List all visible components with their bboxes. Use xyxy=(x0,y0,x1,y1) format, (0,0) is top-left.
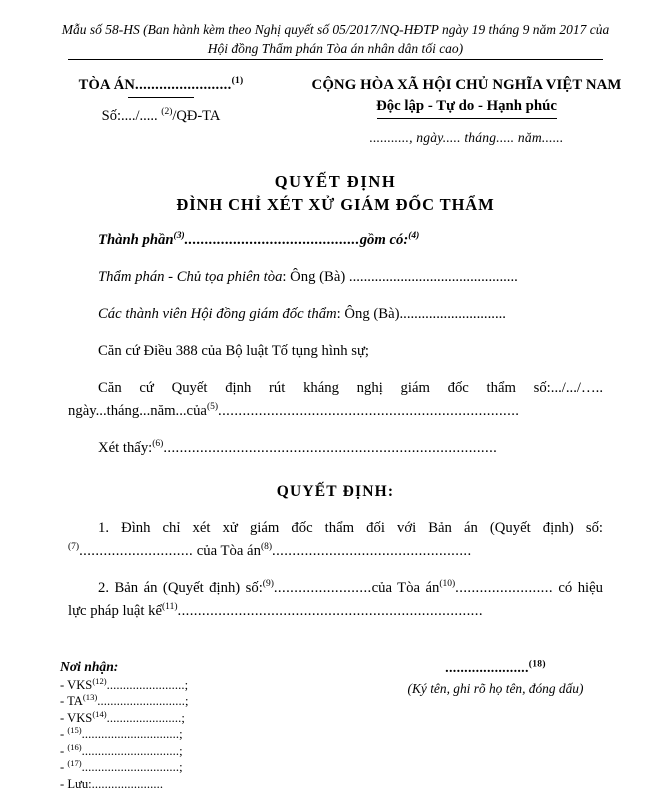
recipient-label: - VKS xyxy=(60,678,92,692)
decision-item-2-prefix: 2. Bản án (Quyết định) số: xyxy=(98,580,263,596)
composition-fill-dots: ........................................... xyxy=(185,232,360,248)
header-divider-rule xyxy=(68,59,603,60)
panel-members-value: : Ông (Bà)............................. xyxy=(337,306,506,322)
decision-title-subtitle: ĐÌNH CHỈ XÉT XỬ GIÁM ĐỐC THẨM xyxy=(0,195,671,215)
recipient-fill-dots: ....................... xyxy=(107,711,182,725)
decision-item-2-tail: có xyxy=(553,580,572,596)
signature-fill-dots: ...................... xyxy=(445,661,529,676)
decision-item-2-fill-dots-c: ........................................................................... xyxy=(178,603,483,619)
form-note-line2: Hội đồng Thẩm phán Tòa án nhân dân tối cao) xyxy=(42,39,629,58)
court-footnote-marker: (1) xyxy=(232,76,244,86)
recipient-footnote-marker: (16) xyxy=(67,741,81,751)
motto-underline-rule xyxy=(377,118,557,119)
recipient-row-6 xyxy=(60,759,360,776)
recipient-row-2 xyxy=(60,693,360,710)
national-title: CỘNG HÒA XÃ HỘI CHỦ NGHĨA VIỆT NAM xyxy=(292,77,641,94)
decision-item-2-fill-dots-a: ........................ xyxy=(274,580,372,596)
recipient-label: - Lưu: xyxy=(60,777,92,791)
presiding-judge-value: : Ông (Bà) .............................................. xyxy=(282,269,517,285)
withdrawal-basis-date: ngày...tháng...năm...của xyxy=(68,403,207,419)
signature-caption: (Ký tên, ghi rõ họ tên, đóng dấu) xyxy=(360,681,631,697)
recipient-terminator: ; xyxy=(179,760,183,774)
signature-name-line xyxy=(360,661,631,677)
consideration-line xyxy=(68,437,603,460)
signature-footnote-marker: (18) xyxy=(529,659,546,669)
form-note-line1: Mẫu số 58-HS (Ban hành kèm theo Nghị quyết số 05/2017/NQ-HĐTP ngày 19 tháng 9 năm 2017 của xyxy=(62,22,610,37)
panel-composition-line xyxy=(68,229,603,252)
court-label: TÒA ÁN xyxy=(79,77,135,93)
recipient-fill-dots: ........................ xyxy=(107,678,185,692)
recipient-row-5 xyxy=(60,743,360,760)
recipient-fill-dots: .............................. xyxy=(82,727,179,741)
court-fill-dots: ........................ xyxy=(135,77,232,93)
decision-item-1-fill-dots-b: ................................................. xyxy=(272,543,472,559)
consideration-fill-dots: .................................................................................. xyxy=(163,440,497,456)
national-heading-block xyxy=(292,75,641,146)
recipient-terminator: ; xyxy=(185,694,189,708)
decision-item-1-text: 1. Đình chỉ xét xử giám đốc thẩm đối với Bản án (Quyết định) xyxy=(98,520,574,536)
document-header xyxy=(0,75,671,146)
decision-item-1-court-label: của Tòa án xyxy=(193,543,261,559)
document-number-suffix: /QĐ-TA xyxy=(172,108,220,124)
decision-item-1-footnote-marker-b: (8) xyxy=(261,542,272,552)
decision-item-2-footnote-marker-c: (11) xyxy=(162,602,177,612)
signature-block xyxy=(360,659,631,792)
recipient-fill-dots: ........................... xyxy=(97,694,185,708)
recipient-footnote-marker: (17) xyxy=(67,758,81,768)
decision-item-1 xyxy=(68,517,603,563)
decision-title-main: QUYẾT ĐỊNH xyxy=(0,172,671,192)
recipient-terminator: ; xyxy=(185,678,189,692)
legal-basis-line: Căn cứ Điều 388 của Bộ luật Tố tụng hình sự; xyxy=(68,340,603,363)
national-motto: Độc lập - Tự do - Hạnh phúc xyxy=(292,98,641,115)
document-number-footnote-marker: (2) xyxy=(161,107,172,117)
recipient-label: - VKS xyxy=(60,711,92,725)
panel-members-label: Các thành viên Hội đồng giám đốc thẩm xyxy=(98,306,337,322)
recipient-footnote-marker: (14) xyxy=(92,708,106,718)
composition-tail: gồm có: xyxy=(360,232,409,248)
recipient-fill-dots: .............................. xyxy=(82,760,179,774)
withdrawal-basis-footnote-marker: (5) xyxy=(207,402,218,412)
recipient-row-3 xyxy=(60,710,360,727)
document-number-line xyxy=(30,108,292,125)
document-body xyxy=(0,229,671,623)
decision-section-heading: QUYẾT ĐỊNH: xyxy=(68,480,603,503)
withdrawal-basis-fill-dots: .......................................................................... xyxy=(218,403,519,419)
court-underline-rule xyxy=(128,97,194,98)
withdrawal-basis-text: Căn cứ Quyết định rút kháng nghị giám đốc thẩm số:.../.../….. xyxy=(98,380,603,396)
recipient-label: - xyxy=(60,727,67,741)
recipient-terminator: ; xyxy=(179,727,183,741)
document-footer xyxy=(0,659,671,792)
recipient-row-4 xyxy=(60,726,360,743)
decision-item-2-effect-prefix: hiệu lực pháp luật kể xyxy=(68,580,603,619)
recipient-row-7 xyxy=(60,776,360,792)
panel-members-line xyxy=(68,303,603,326)
withdrawal-basis-paragraph xyxy=(68,377,603,423)
recipient-fill-dots: .............................. xyxy=(82,744,179,758)
recipient-fill-dots: ...................... xyxy=(92,777,163,791)
decision-title-block xyxy=(0,172,671,215)
presiding-judge-line xyxy=(68,266,603,289)
recipient-footnote-marker: (13) xyxy=(83,692,97,702)
composition-label: Thành phần xyxy=(98,232,174,248)
decision-item-1-number-prefix: số: xyxy=(586,520,603,536)
presiding-judge-label: Thẩm phán - Chủ tọa phiên tòa xyxy=(98,269,282,285)
decision-item-2 xyxy=(68,577,603,623)
recipient-row-1 xyxy=(60,677,360,694)
recipient-label: - xyxy=(60,760,67,774)
decision-item-2-court-label: của Tòa án xyxy=(372,580,440,596)
court-identification-block xyxy=(30,75,292,146)
recipient-terminator: ; xyxy=(181,711,185,725)
recipients-block xyxy=(60,659,360,792)
decision-item-1-fill-dots-a: ............................ xyxy=(79,543,193,559)
consideration-label: Xét thấy: xyxy=(98,440,152,456)
recipient-label: - xyxy=(60,744,67,758)
composition-tail-footnote-marker: (4) xyxy=(408,231,419,241)
form-reference-note xyxy=(0,0,671,58)
recipients-title: Nơi nhận: xyxy=(60,659,360,676)
recipient-footnote-marker: (15) xyxy=(67,725,81,735)
composition-footnote-marker: (3) xyxy=(174,231,185,241)
decision-item-2-footnote-marker-b: (10) xyxy=(439,579,455,589)
document-number-prefix: Số:..../..... xyxy=(102,108,162,124)
recipient-footnote-marker: (12) xyxy=(92,675,106,685)
consideration-footnote-marker: (6) xyxy=(152,439,163,449)
decision-item-1-footnote-marker-a: (7) xyxy=(68,542,79,552)
recipient-label: - TA xyxy=(60,694,83,708)
decision-item-2-fill-dots-b: ........................ xyxy=(455,580,553,596)
court-name-line xyxy=(30,77,292,94)
decision-item-2-footnote-marker-a: (9) xyxy=(263,579,274,589)
place-date-line: ..........., ngày..... tháng..... năm...... xyxy=(292,130,641,146)
recipient-terminator: ; xyxy=(179,744,183,758)
